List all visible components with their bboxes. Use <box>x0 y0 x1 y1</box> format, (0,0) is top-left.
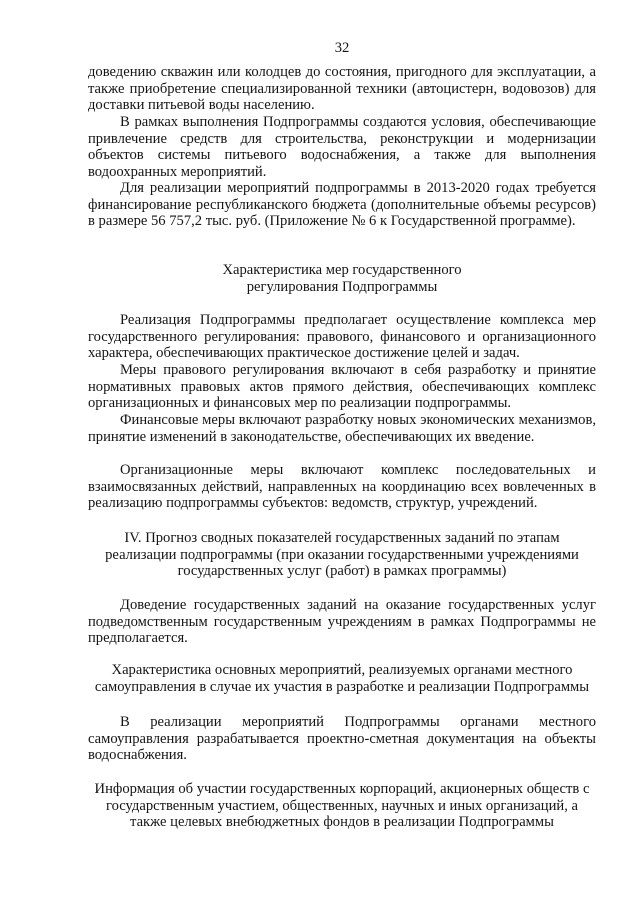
paragraph-legal-regulation: Меры правового регулирования включают в себя разработку и принятие нормативных правовых актов прямого действия, обеспечивающих комплекс организационных и финансовых мер по реализации подпрограммы. <box>88 362 596 412</box>
heading-corporations-line-3: также целевых внебюджетных фондов в реализации Подпрограммы <box>130 814 554 831</box>
heading-regulation-line-2: регулирования Подпрограммы <box>246 278 438 295</box>
paragraph-state-assignments: Доведение государственных заданий на оказание государственных услуг подведомственным государственным учреждениям в рамках Подпрограммы не предполагается. <box>88 597 596 647</box>
paragraph-financing: Для реализации мероприятий подпрограммы в 2013-2020 годах требуется финансирование республиканского бюджета (дополнительные объемы ресурсов) в размере 56 757,2 тыс. руб. (Приложение № 6 к Государственной программе). <box>88 180 596 230</box>
paragraph-state-regulation: Реализация Подпрограммы предполагает осуществление комплекса мер государственного регулирования: правового, финансового и организационного характера, обеспечивающих практическое достижение целей и задач. <box>88 312 596 362</box>
paragraph-organizational-measures: Организационные меры включают комплекс последовательных и взаимосвязанных действий, направленных на координацию всех вовлеченных в реализацию подпрограммы субъектов: ведомств, структур, учреждений. <box>88 462 596 512</box>
heading-local-government-line-2: самоуправления в случае их участия в разработке и реализации Подпрограммы <box>94 678 590 695</box>
heading-local-government-measures <box>88 662 596 695</box>
paragraph-financial-measures: Финансовые меры включают разработку новых экономических механизмов, принятие изменений в законодательстве, обеспечивающих их введение. <box>88 412 596 445</box>
heading-corporations-line-1: Информация об участии государственных корпораций, акционерных обществ с <box>94 781 590 797</box>
heading-corporations-line-2: государственным участием, общественных, научных и иных организаций, а <box>105 797 579 814</box>
paragraph-water-wells: доведению скважин или колодцев до состояния, пригодного для эксплуатации, а также приобретение специализированной техники (автоцистерн, водовозов) для доставки питьевой воды населению. <box>88 64 596 114</box>
heading-forecast-line-3: государственных услуг (работ) в рамках программы) <box>177 563 507 580</box>
paragraph-local-government-docs: В реализации мероприятий Подпрограммы органами местного самоуправления разрабатывается проектно-сметная документация на объекты водоснабжения. <box>88 714 596 764</box>
paragraph-subprogram-conditions: В рамках выполнения Подпрограммы создаются условия, обеспечивающие привлечение средств для строительства, реконструкции и модернизации объектов системы питьевого водоснабжения, а также для выполнения водоохранных мероприятий. <box>88 114 596 180</box>
heading-local-government-line-1: Характеристика основных мероприятий, реализуемых органами местного <box>111 662 573 678</box>
heading-corporations-participation <box>88 781 596 831</box>
heading-forecast-line-2: реализации подпрограммы (при оказании государственными учреждениями <box>105 546 579 563</box>
heading-forecast-section-iv <box>88 530 596 580</box>
page-number: 32 <box>334 40 350 56</box>
heading-regulation-line-1: Характеристика мер государственного <box>222 262 462 278</box>
heading-regulation-measures <box>88 262 596 295</box>
heading-forecast-line-1: IV. Прогноз сводных показателей государственных заданий по этапам <box>124 530 560 546</box>
